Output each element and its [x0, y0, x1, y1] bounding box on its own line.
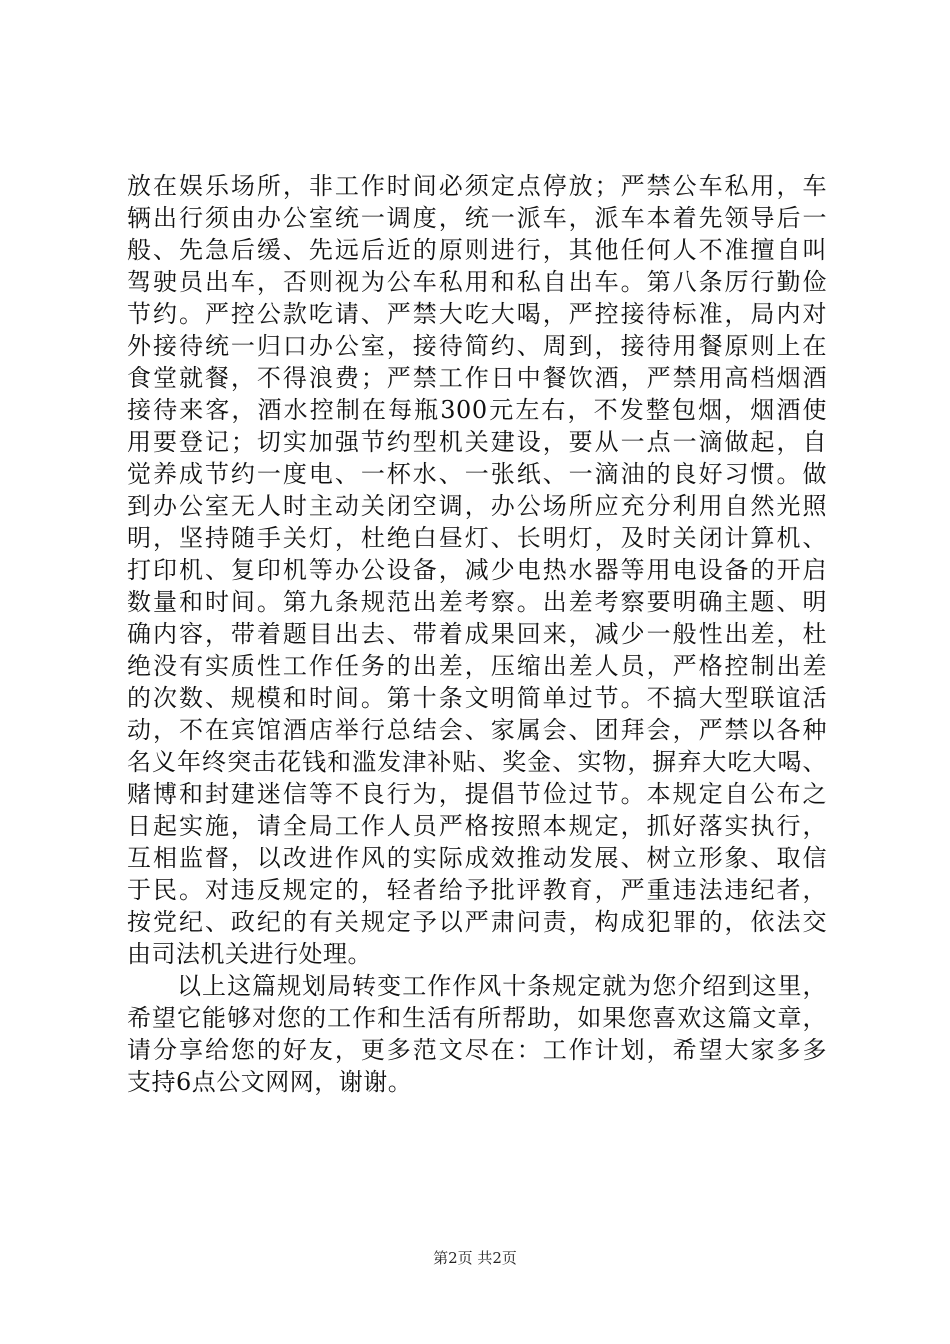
body-text-line: 放在娱乐场所，非工作时间必须定点停放；严禁公车私用，车 [127, 172, 827, 200]
body-text-line: 外接待统一归口办公室，接待简约、周到，接待用餐原则上在 [127, 332, 827, 360]
body-text-line: 食堂就餐，不得浪费；严禁工作日中餐饮酒，严禁用高档烟酒 [127, 364, 827, 392]
page-footer: 第2页 共2页 [433, 1249, 517, 1267]
body-text-line: 支持6点公文网网，谢谢。 [127, 1068, 413, 1096]
document-body [127, 170, 827, 1098]
body-text-line: 互相监督，以改进作风的实际成效推动发展、树立形象、取信 [127, 844, 827, 872]
body-text-line: 辆出行须由办公室统一调度，统一派车，派车本着先领导后一 [127, 204, 827, 232]
body-text-line: 觉养成节约一度电、一杯水、一张纸、一滴油的良好习惯。做 [127, 460, 827, 488]
body-text-line: 明，坚持随手关灯，杜绝白昼灯、长明灯，及时关闭计算机、 [127, 524, 827, 552]
body-text-line: 日起实施，请全局工作人员严格按照本规定，抓好落实执行， [127, 812, 827, 840]
body-text-line: 节约。严控公款吃请、严禁大吃大喝，严控接待标准，局内对 [127, 300, 827, 328]
body-text-line: 希望它能够对您的工作和生活有所帮助，如果您喜欢这篇文章， [127, 1004, 827, 1032]
body-text-line: 动，不在宾馆酒店举行总结会、家属会、团拜会，严禁以各种 [127, 716, 827, 744]
body-text-line: 接待来客，酒水控制在每瓶300元左右，不发整包烟，烟酒使 [127, 396, 827, 424]
body-text-line: 请分享给您的好友，更多范文尽在：工作计划，希望大家多多 [127, 1036, 827, 1064]
body-text-line: 打印机、复印机等办公设备，减少电热水器等用电设备的开启 [127, 556, 827, 584]
body-text-line: 由司法机关进行处理。 [127, 940, 372, 968]
body-text-line: 于民。对违反规定的，轻者给予批评教育，严重违法违纪者， [127, 876, 827, 904]
body-text-line: 按党纪、政纪的有关规定予以严肃问责，构成犯罪的，依法交 [127, 908, 827, 936]
body-text-line: 的次数、规模和时间。第十条文明简单过节。不搞大型联谊活 [127, 684, 827, 712]
body-text-line: 用要登记；切实加强节约型机关建设，要从一点一滴做起，自 [127, 428, 827, 456]
body-text-line: 确内容，带着题目出去、带着成果回来，减少一般性出差，杜 [127, 620, 827, 648]
body-text-line: 数量和时间。第九条规范出差考察。出差考察要明确主题、明 [127, 588, 827, 616]
body-text-line: 到办公室无人时主动关闭空调，办公场所应充分利用自然光照 [127, 492, 827, 520]
body-text-line: 驾驶员出车，否则视为公车私用和私自出车。第八条厉行勤俭 [127, 268, 827, 296]
body-text-line: 以上这篇规划局转变工作作风十条规定就为您介绍到这里， [127, 972, 827, 1000]
body-text-line: 般、先急后缓、先远后近的原则进行，其他任何人不准擅自叫 [127, 236, 827, 264]
body-text-line: 绝没有实质性工作任务的出差，压缩出差人员，严格控制出差 [127, 652, 827, 680]
body-text-line: 赌博和封建迷信等不良行为，提倡节俭过节。本规定自公布之 [127, 780, 827, 808]
body-text-line: 名义年终突击花钱和滥发津补贴、奖金、实物，摒弃大吃大喝、 [127, 748, 827, 776]
